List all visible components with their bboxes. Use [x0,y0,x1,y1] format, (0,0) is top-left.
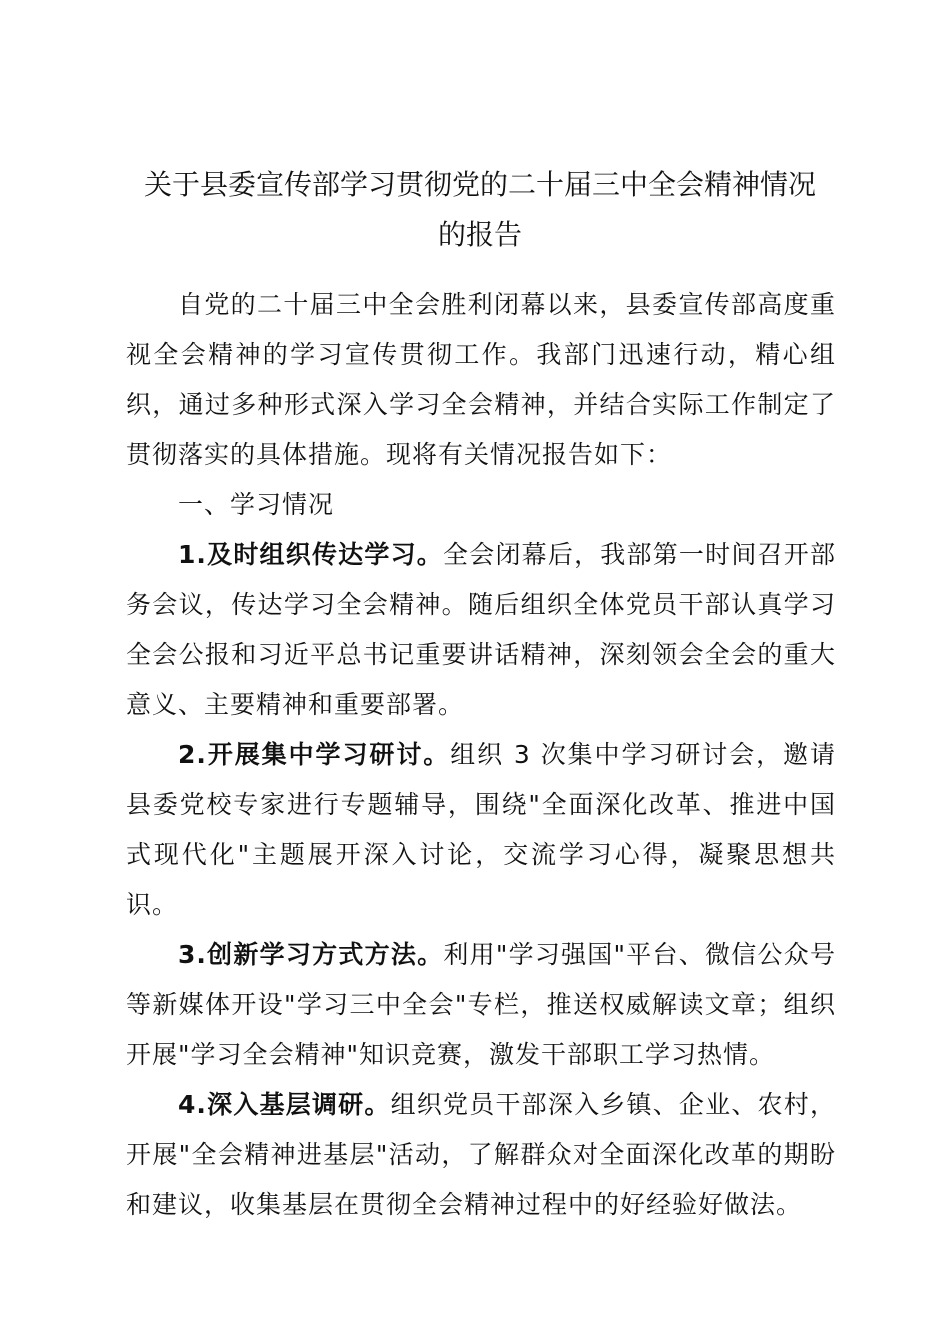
list-item [126,1080,836,1230]
intro-paragraph: 自党的二十届三中全会胜利闭幕以来，县委宣传部高度重视全会精神的学习宣传贯彻工作。我部门迅速行动，精心组织，通过多种形式深入学习全会精神，并结合实际工作制定了贯彻落实的具体措施。现将有关情况报告如下： [126,290,836,469]
item-lead: 2.开展集中学习研讨。 [178,740,451,769]
item-lead: 4.深入基层调研。 [178,1090,391,1119]
item-text: 组织 3 次集中学习研讨会，邀请县委党校专家进行专题辅导，围绕"全面深化改革、推进中国式现代化"主题展开深入讨论，交流学习心得，凝聚思想共识。 [126,740,836,919]
list-item [126,530,836,730]
list-item [126,930,836,1080]
document-title [110,160,850,260]
item-text: 全会闭幕后，我部第一时间召开部务会议，传达学习全会精神。随后组织全体党员干部认真学习全会公报和习近平总书记重要讲话精神，深刻领会全会的重大意义、主要精神和重要部署。 [126,540,836,719]
list-item [126,730,836,930]
title-line-1: 关于县委宣传部学习贯彻党的二十届三中全会精神情况 [143,168,816,201]
title-line-2: 的报告 [437,218,522,251]
item-text: 利用"学习强国"平台、微信公众号等新媒体开设"学习三中全会"专栏，推送权威解读文章；组织开展"学习全会精神"知识竞赛，激发干部职工学习热情。 [126,940,836,1069]
item-lead: 3.创新学习方式方法。 [178,940,444,969]
item-text: 组织党员干部深入乡镇、企业、农村，开展"全会精神进基层"活动，了解群众对全面深化改革的期盼和建议，收集基层在贯彻全会精神过程中的好经验好做法。 [126,1090,836,1219]
item-lead: 1.及时组织传达学习。 [178,540,444,569]
section-heading: 一、学习情况 [178,490,335,519]
document-body [126,280,836,1230]
